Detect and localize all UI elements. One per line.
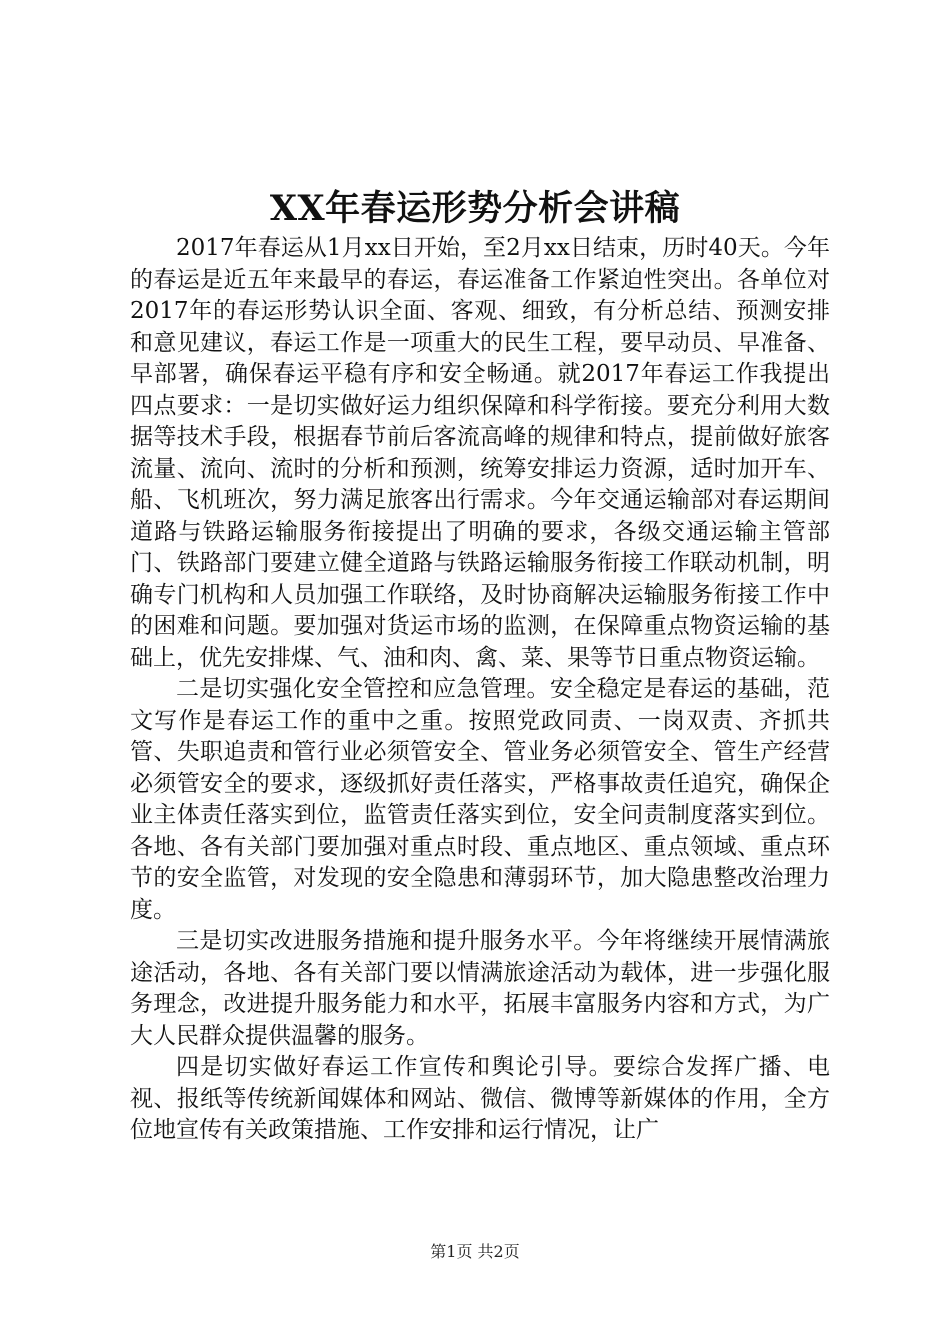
paragraph-4: 四是切实做好春运工作宣传和舆论引导。要综合发挥广播、电视、报纸等传统新闻媒体和网站、微信、微博等新媒体的作用，全方位地宣传有关政策措施、工作安排和运行情况，让广 — [130, 1054, 830, 1143]
paragraph-1: 2017年春运从1月xx日开始，至2月xx日结束，历时40天。今年的春运是近五年来最早的春运，春运准备工作紧迫性突出。各单位对2017年的春运形势认识全面、客观、细致，有分析总结、预测安排和意见建议，春运工作是一项重大的民生工程，要早动员、早准备、早部署，确保春运平稳有序和安全畅通。就2017年春运工作我提出四点要求：一是切实做好运力组织保障和科学衔接。要充分利用大数据等技术手段，根据春节前后客流高峰的规律和特点，提前做好旅客流量、流向、流时的分析和预测，统筹安排运力资源，适时加开车、船、飞机班次，努力满足旅客出行需求。今年交通运输部对春运期间道路与铁路运输服务衔接提出了明确的要求，各级交通运输主管部门、铁路部门要建立健全道路与铁路运输服务衔接工作联动机制，明确专门机构和人员加强工作联络，及时协商解决运输服务衔接工作中的困难和问题。要加强对货运市场的监测，在保障重点物资运输的基础上，优先安排煤、气、油和肉、禽、菜、果等节日重点物资运输。 — [130, 235, 830, 671]
document-body — [130, 233, 830, 1147]
document-title: XX年春运形势分析会讲稿 — [269, 188, 681, 229]
paragraph-3: 三是切实改进服务措施和提升服务水平。今年将继续开展情满旅途活动，各地、各有关部门要以情满旅途活动为载体，进一步强化服务理念，改进提升服务能力和水平，拓展丰富服务内容和方式，为广大人民群众提供温馨的服务。 — [130, 928, 830, 1049]
page-number-footer: 第1页 共2页 — [430, 1242, 520, 1261]
paragraph-2: 二是切实强化安全管控和应急管理。安全稳定是春运的基础，范文写作是春运工作的重中之重。按照党政同责、一岗双责、齐抓共管、失职追责和管行业必须管安全、管业务必须管安全、管生产经营必须管安全的要求，逐级抓好责任落实，严格事故责任追究，确保企业主体责任落实到位，监管责任落实到位，安全问责制度落实到位。各地、各有关部门要加强对重点时段、重点地区、重点领域、重点环节的安全监管，对发现的安全隐患和薄弱环节，加大隐患整改治理力度。 — [130, 676, 830, 923]
